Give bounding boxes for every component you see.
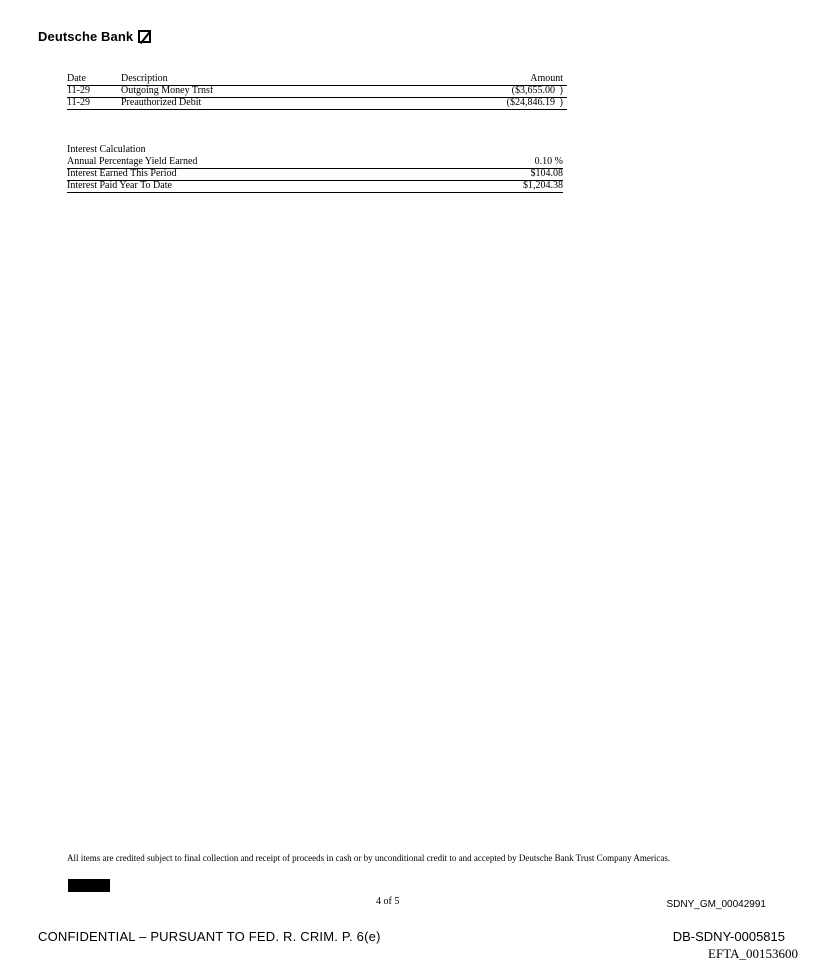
column-header-amount: Amount xyxy=(530,73,563,84)
bank-name: Deutsche Bank xyxy=(38,28,134,44)
transaction-amount-close: ) xyxy=(559,85,563,96)
table-row xyxy=(67,98,567,110)
bates-sdny-gm: SDNY_GM_00042991 xyxy=(666,899,766,910)
interest-calculation xyxy=(67,144,563,193)
transaction-date: 11-29 xyxy=(67,97,90,108)
transaction-amount xyxy=(453,98,567,108)
interest-label: Interest Earned This Period xyxy=(67,168,177,179)
interest-row xyxy=(67,181,563,193)
transaction-amount-value: ($24,846.19 xyxy=(506,97,555,108)
page-number: 4 of 5 xyxy=(376,896,400,907)
transaction-date: 11-29 xyxy=(67,85,90,96)
transaction-description: Preauthorized Debit xyxy=(121,97,202,108)
transactions-table xyxy=(67,74,567,110)
bates-efta: EFTA_00153600 xyxy=(708,946,798,961)
column-header-description: Description xyxy=(121,73,168,84)
deutsche-bank-slash-icon xyxy=(138,30,151,43)
redaction-box xyxy=(68,879,110,892)
confidential-notice: CONFIDENTIAL – PURSUANT TO FED. R. CRIM. P. 6(e) xyxy=(38,929,381,944)
interest-label: Annual Percentage Yield Earned xyxy=(67,156,198,167)
bates-db-sdny: DB-SDNY-0005815 xyxy=(672,929,785,944)
column-header-date: Date xyxy=(67,73,86,84)
transaction-amount-close: ) xyxy=(559,97,563,108)
interest-value: $104.08 xyxy=(530,168,563,179)
interest-label: Interest Paid Year To Date xyxy=(67,180,172,191)
transaction-amount xyxy=(453,86,567,96)
transaction-amount-value: ($3,655.00 xyxy=(511,85,555,96)
transaction-description: Outgoing Money Trnsf xyxy=(121,85,214,96)
interest-value: $1,204.38 xyxy=(523,180,563,191)
interest-title: Interest Calculation xyxy=(67,144,146,155)
bank-logo xyxy=(38,27,151,45)
disclaimer-text: All items are credited subject to final collection and receipt of proceeds in cash or by unconditional credit to and accepted by Deutsche Bank Trust Company Americas. xyxy=(67,853,671,863)
interest-value: 0.10 % xyxy=(534,156,563,167)
